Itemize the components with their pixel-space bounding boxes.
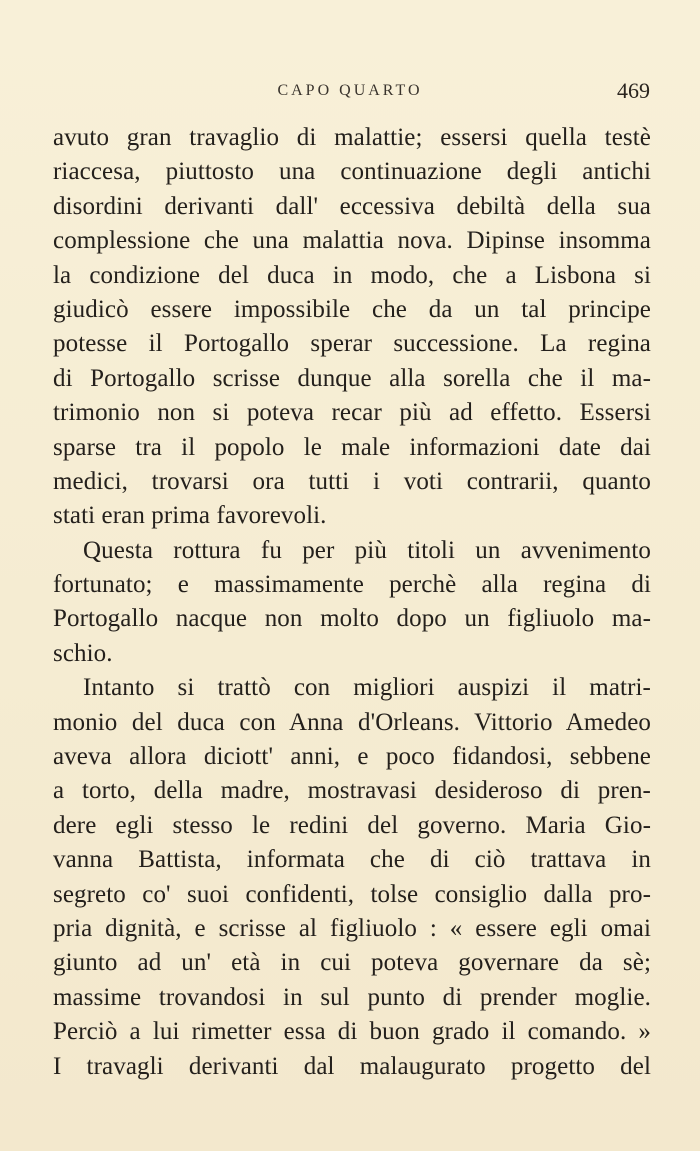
text-line: segreto co' suoi confidenti, tolse consiglio dalla pro- bbox=[53, 880, 651, 908]
running-title: CAPO QUARTO bbox=[277, 82, 423, 99]
text-line: sparse tra il popolo le male informazioni date dai bbox=[53, 433, 651, 461]
text-line: aveva allora diciott' anni, e poco fidandosi, sebbene bbox=[53, 743, 651, 771]
text-line: fortunato; e massimamente perchè alla regina di bbox=[53, 571, 651, 599]
text-line: stati eran prima favorevoli. bbox=[53, 502, 327, 530]
text-line: Intanto si trattò con migliori auspizi il matri- bbox=[83, 674, 651, 702]
text-line: riaccesa, piuttosto una continuazione degli antichi bbox=[53, 158, 651, 186]
text-line: la condizione del duca in modo, che a Lisbona si bbox=[53, 261, 651, 289]
text-line: monio del duca con Anna d'Orleans. Vittorio Amedeo bbox=[53, 708, 651, 736]
text-line: Portogallo nacque non molto dopo un figliuolo ma- bbox=[53, 605, 651, 633]
text-line: avuto gran travaglio di malattie; essersi quella testè bbox=[53, 124, 651, 151]
running-head bbox=[0, 78, 700, 104]
text-line: trimonio non si poteva recar più ad effetto. Essersi bbox=[53, 399, 651, 427]
text-line: Questa rottura fu per più titoli un avvenimento bbox=[83, 536, 651, 564]
text-line: potesse il Portogallo sperar successione. La regina bbox=[53, 330, 651, 358]
text-line: I travagli derivanti dal malaugurato progetto del bbox=[53, 1052, 651, 1080]
body-text bbox=[53, 121, 651, 1084]
text-line: massime trovandosi in sul punto di prender moglie. bbox=[53, 983, 651, 1011]
text-line: vanna Battista, informata che di ciò trattava in bbox=[53, 846, 651, 874]
text-line: dere egli stesso le redini del governo. Maria Gio- bbox=[53, 811, 651, 839]
text-line: pria dignità, e scrisse al figliuolo : « essere egli omai bbox=[53, 914, 651, 942]
text-line: giudicò essere impossibile che da un tal principe bbox=[53, 295, 651, 323]
text-line: Perciò a lui rimetter essa di buon grado il comando. » bbox=[53, 1018, 651, 1046]
page-number: 469 bbox=[617, 78, 650, 103]
text-line: di Portogallo scrisse dunque alla sorella che il ma- bbox=[53, 364, 651, 392]
text-line: a torto, della madre, mostravasi desideroso di pren- bbox=[53, 777, 651, 805]
text-line: complessione che una malattia nova. Dipinse insomma bbox=[53, 227, 651, 255]
text-line: giunto ad un' età in cui poteva governare da sè; bbox=[53, 949, 651, 977]
text-line: medici, trovarsi ora tutti i voti contrarii, quanto bbox=[53, 467, 651, 495]
text-line: disordini derivanti dall' eccessiva debiltà della sua bbox=[53, 192, 651, 220]
text-line: schio. bbox=[53, 639, 113, 667]
